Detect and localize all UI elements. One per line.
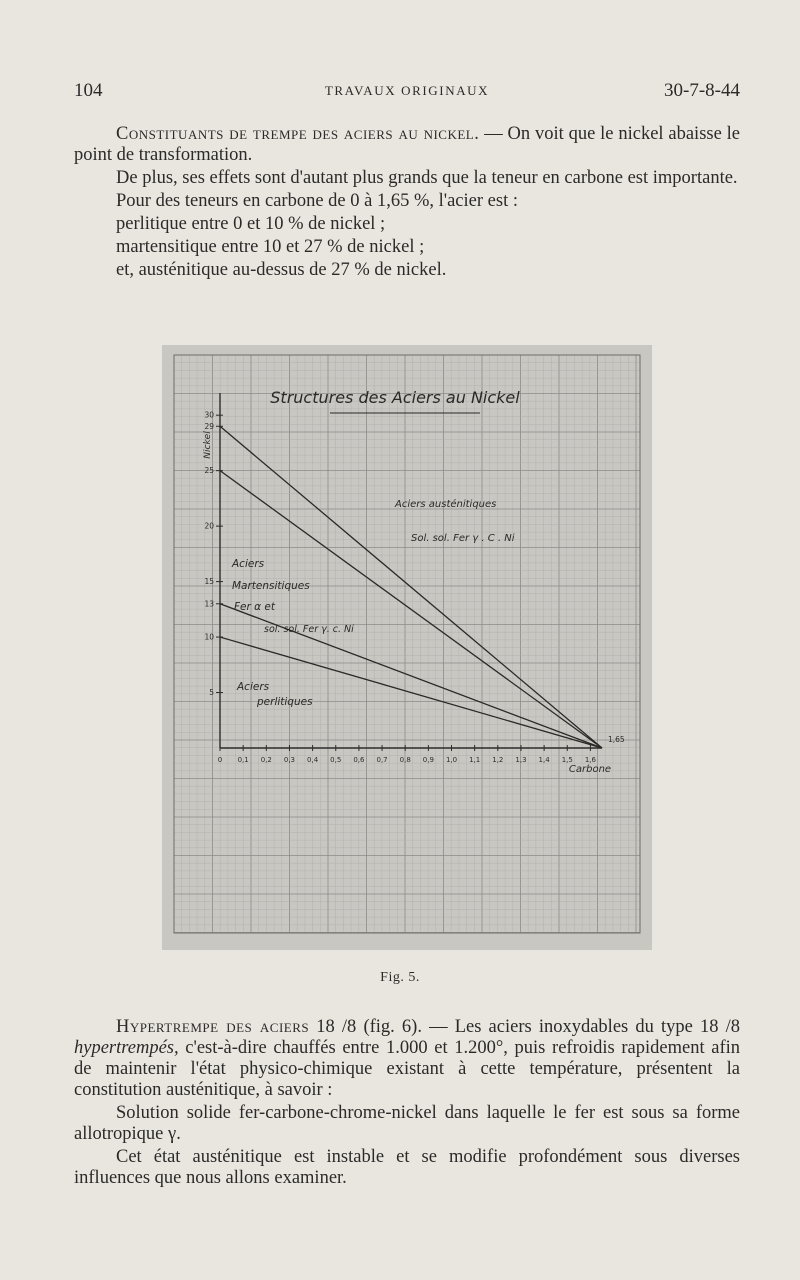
x-tick-label: 0,8 [399,756,411,764]
x-tick-label: 1,6 [584,756,596,764]
y-tick-label: 29 [204,421,214,431]
section-heading: Hypertrempe des aciers [116,1017,310,1037]
region-label-pearlitic: Aciers [237,681,270,693]
x-tick-label: 0,2 [260,756,272,764]
x-tick-label: 0,9 [422,756,434,764]
x-tick-label: 1,3 [515,756,527,764]
list-item: perlitique entre 0 et 10 % de nickel ; [116,214,386,234]
x-tick-label: 1,2 [492,756,504,764]
header-date: 30-7-8-44 [664,80,740,101]
x-tick-label: 1,0 [445,756,458,764]
x-end-label: 1,65 [608,735,625,744]
paragraph: Solution solide fer-carbone-chrome-nickel dans laquelle le fer est sous sa forme allotropique γ. [74,1103,740,1144]
y-tick-label: 5 [209,688,214,698]
paragraph: Pour des teneurs en carbone de 0 à 1,65 %, l'acier est : [116,191,518,211]
list-item: et, austénitique au-dessus de 27 % de nickel. [116,260,447,280]
chart-title: Structures des Aciers au Nickel [270,388,520,407]
region-label-pearlitic: perlitiques [257,696,313,708]
section-constituants [74,124,740,283]
y-tick-label: 15 [204,577,214,587]
x-tick-label: 1,4 [538,756,550,764]
region-label-martensitic-solution: sol. sol. Fer γ. c. Ni [264,624,354,635]
page-header [74,80,740,104]
y-tick-label: 10 [204,632,214,642]
region-label-martensitic-alpha: Fer α et [234,601,275,613]
paragraph-text: — On voit que le nickel abaisse le point de transformation. [74,124,740,165]
section-hypertrempe [74,1017,740,1191]
page-number: 104 [74,80,103,101]
paragraph: Cet état austénitique est instable et se modifie profondément sous diverses influences que nous allons examiner. [74,1147,740,1188]
y-axis-label: Nickel [203,431,213,459]
x-tick-label: 0,1 [237,756,249,764]
figure-nickel-steels [162,345,652,950]
x-tick-label: 1,1 [469,756,481,764]
region-label-austenitic: Aciers austénitiques [395,499,497,510]
region-label-martensitic: Martensitiques [232,580,310,592]
x-axis-label: Carbone [568,764,612,775]
x-tick-label: 0,3 [283,756,296,764]
italic-term: hypertrempés, [74,1038,179,1058]
paragraph: De plus, ses effets sont d'autant plus grands que la teneur en carbone est importante. [116,168,738,188]
x-tick-label: 0,4 [307,756,319,764]
y-tick-label: 25 [204,466,214,476]
y-tick-label: 30 [204,410,214,420]
y-tick-label: 13 [204,599,214,609]
region-label-martensitic: Aciers [232,558,265,570]
paragraph [74,1017,740,1101]
section-heading: Constituants de trempe des aciers au nickel. [116,124,480,144]
paragraph [74,124,740,166]
list-item: martensitique entre 10 et 27 % de nickel ; [116,237,425,257]
x-tick-label: 0,7 [376,756,388,764]
figure-caption: Fig. 5. [380,970,420,985]
chart-svg [162,345,652,950]
paragraph-text: 18 /8 (fig. 6). — Les aciers inoxydables du type 18 /8 [309,1017,740,1037]
x-tick-label: 0 [217,756,223,764]
y-tick-label: 20 [204,521,214,531]
running-title: TRAVAUX ORIGINAUX [324,83,490,98]
x-tick-label: 1,5 [561,756,573,764]
paragraph-text: c'est-à-dire chauffés entre 1.000 et 1.200°, puis refroidis rapidement afin de maintenir l'état physico-chimique existant à cette température, présentent la constitution austénitique, à savoir : [74,1038,740,1100]
x-tick-label: 0,5 [330,756,342,764]
x-tick-label: 0,6 [353,756,365,764]
region-label-austenitic-solution: Sol. sol. Fer γ . C . Ni [411,533,515,544]
